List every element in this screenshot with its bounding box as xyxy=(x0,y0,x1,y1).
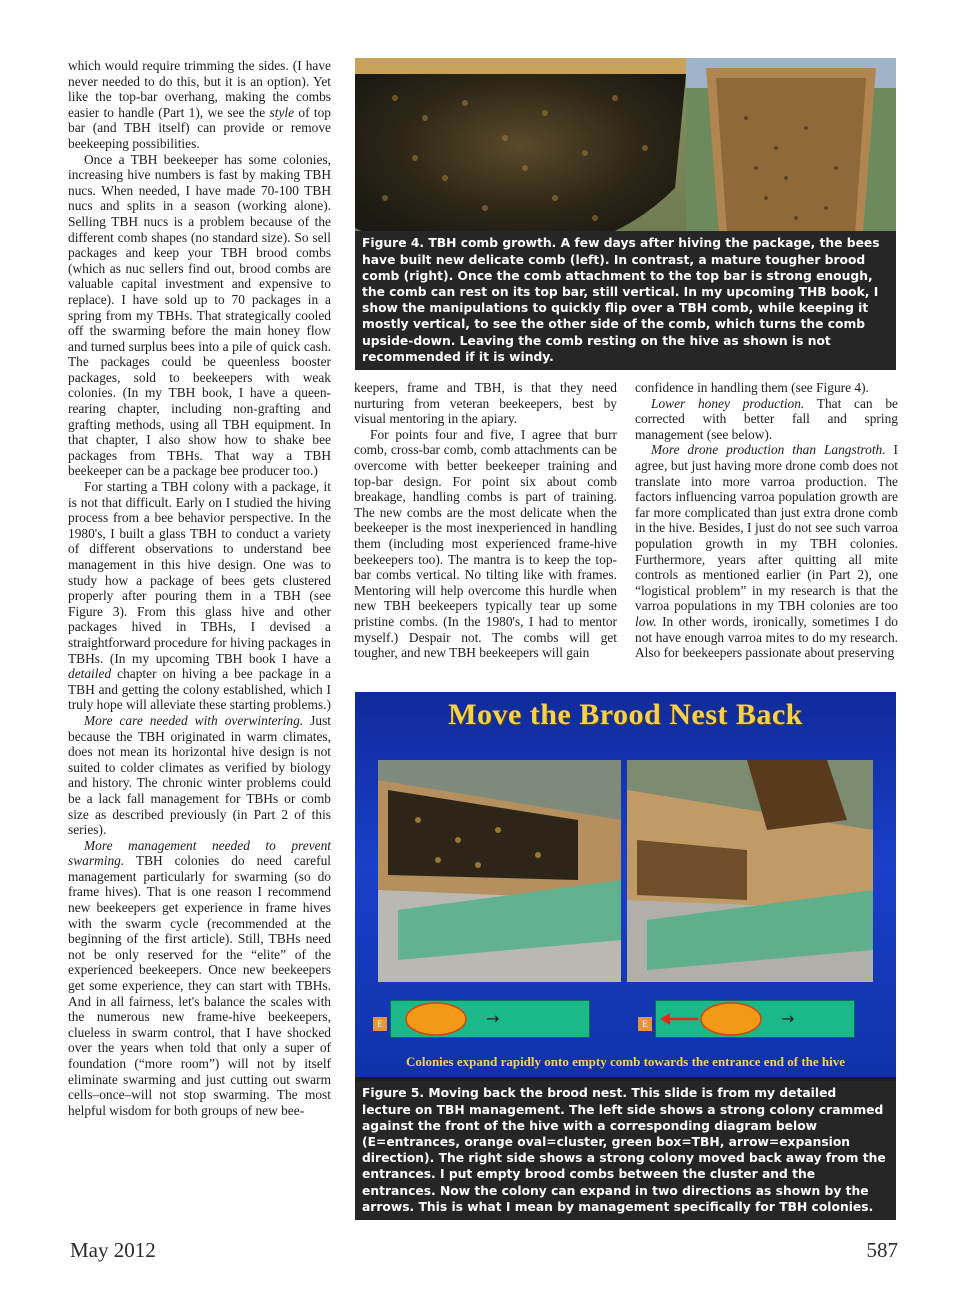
text-column-3 xyxy=(635,380,898,661)
figure-5 xyxy=(355,692,896,1220)
paragraph: Once a TBH beekeeper has some colonies, increasing hive numbers is fast by making TBH nucs. When needed, I have made 70-100 TBH nucs and splits in a season (working alone). Selling TBH nucs is a problem because of the different comb shapes (no standard size). So sell packages and keep your TBH brood combs (which as nuc sellers find out, brood combs are valuable capital investment and expensive to replace). I have sold up to 70 packages in a spring from my TBHs. That strategically cooled off the swarming before the main honey flow and turned surplus bees into a pile of quick cash. The packages could be queenless booster packages, sold to beekeepers with weak colonies. (In my TBH book, I have a queen-rearing chapter, including non-grafting and grafting methods, using all TBH equipment. In that chapter, I also show how to shake bee packages from TBHs. That way a TBH beekeeper can be a package bee producer too.) xyxy=(68,151,331,479)
paragraph: which would require trimming the sides. (I have never needed to do this, but it is an option). Yet like the top-bar overhang, making the combs easier to handle (Part 1), we see the style of top bar (and TBH itself) can provide or remove beekeeping possibilities. xyxy=(68,58,331,151)
moved-colony-photo xyxy=(627,760,873,982)
crammed-colony-photo xyxy=(378,760,621,982)
figure-4-caption: Figure 4. TBH comb growth. A few days after hiving the package, the bees have built new delicate comb (left). In contrast, a mature tougher brood comb (right). Once the comb attachment to the top bar is strong enough, the comb can rest on its top bar, still vertical. In my upcoming THB book, I show the manipulations to quickly flip over a TBH comb, while keeping it mostly vertical, to see the other side of the comb, which turns the comb upside-down. Leaving the comb resting on the hive as shown is not recommended if it is windy. xyxy=(355,231,896,370)
issue-date: May 2012 xyxy=(70,1238,156,1262)
cluster-oval xyxy=(406,1003,466,1035)
paragraph: keepers, frame and TBH, is that they need nurturing from veteran beekeepers, best by visual mentoring in the apiary. xyxy=(354,380,617,427)
page-number: 587 xyxy=(866,1238,898,1262)
cluster-diagram-left xyxy=(391,1001,589,1037)
cluster-diagram-right xyxy=(656,1001,854,1037)
paragraph: For starting a TBH colony with a package, it is not that difficult. Early on I studied the hiving process from a bee behavior perspective. In the 1980's, I built a glass TBH to conduct a variety of different observations to understand bee management in this hive design. One was to study how a package of bees gets clustered properly after pouring them in a TBH (see Figure 3). From this glass hive and other packages hived in TBHs, I devised a straightforward procedure for hiving packages in TBHs. (In my upcoming TBH book I have a detailed chapter on hiving a bee package in a TBH and getting the colony established, which I truly hope will alleviate these starting problems.) xyxy=(68,479,331,713)
expansion-arrow-left-head xyxy=(660,1013,670,1025)
entrance-marker: E xyxy=(638,1017,652,1031)
paragraph: More care needed with overwintering. Just because the TBH originated in warm climates, does not mean its horizontal hive design is not suited to colder climates as verified by biology and history. The chronic winter problems could be a lack fall management for TBHs or comb size as described previously (in Part 2 of this series). xyxy=(68,712,331,838)
entrance-marker: E xyxy=(373,1017,387,1031)
paragraph: confidence in handling them (see Figure 4). xyxy=(635,380,869,395)
figure-5-caption: Figure 5. Moving back the brood nest. This slide is from my detailed lecture on TBH management. The left side shows a strong colony crammed against the front of the hive with a corresponding diagram below (E=entrances, orange oval=cluster, green box=TBH, arrow=expansion direction). The right side shows a strong colony moved back away from the entrances. I put empty brood combs between the cluster and the entrances. Now the colony can expand in two directions as shown by the arrows. This is what I mean by management specifically for TBH colonies. xyxy=(355,1081,896,1220)
slide-footer: Colonies expand rapidly onto empty comb towards the entrance end of the hive xyxy=(405,1054,846,1069)
expansion-arrow-right: → xyxy=(781,1009,795,1028)
cluster-oval xyxy=(701,1003,761,1035)
text-column-1 xyxy=(68,58,331,1118)
figure-4 xyxy=(355,58,896,370)
expansion-arrow-right: → xyxy=(486,1009,500,1028)
tbh-diagram-left xyxy=(390,1000,590,1038)
paragraph: More drone production than Langstroth. I agree, but just having more drone comb does not translate into more varroa production. The factors influencing varroa population growth are far more complicated than just extra drone comb in the hive. Besides, I just do not see such varroa population growth in my TBH colonies. Furthermore, years after quitting all mite controls as mentioned earlier (in Part 2), one “logistical problem” in my research is that the varroa populations in my TBH colonies are too low. In other words, ironically, sometimes I do not have enough varroa mites to do my research. Also for beekeepers passionate about preserving xyxy=(635,442,898,661)
paragraph: Lower honey production. That can be corrected with better fall and spring management (see below). xyxy=(635,395,898,442)
tbh-diagram-right xyxy=(655,1000,855,1038)
paragraph: For points four and five, I agree that burr comb, cross-bar comb, comb attachments can be overcome with better beekeeper training and top-bar design. For point six about comb breakage, handling combs is part of training. The new combs are the most delicate when the beekeeper is the most inexperienced in handling them (including most experienced frame-hive beekeepers too). The mantra is to keep the top-bar combs vertical. No tilting like with frames. Mentoring will help overcome this hurdle when new TBH beekeepers typically tear up some pristine combs. (In the 1980's, I had to mentor myself.) Despair not. The combs will get tougher, and new TBH beekeepers will gain xyxy=(354,426,617,661)
lecture-slide xyxy=(355,692,896,1077)
text-column-2 xyxy=(354,380,617,661)
paragraph: More management needed to prevent swarming. TBH colonies do need careful management particularly for swarming (so do frame hives). That is one reason I recommend new beekeepers get experience in frame hives with the swarm cycle (recommended at the beginning of the first article). Still, TBHs need not be only reserved for the “elite” of the experienced beekeepers. Once new beekeepers get some experience, they can start with TBHs. And in all fairness, let's balance the scales with the numerous new frame-hive beekeepers, clueless in swarm control, that I have shocked over the years when told that only a super of foundation (“more room”) will not by itself eliminate swarming and just cutting out swarm cells–once–will not stop swarming. The most helpful wisdom for both groups of new bee- xyxy=(68,837,331,1118)
slide-title: Move the Brood Nest Back xyxy=(448,698,803,731)
